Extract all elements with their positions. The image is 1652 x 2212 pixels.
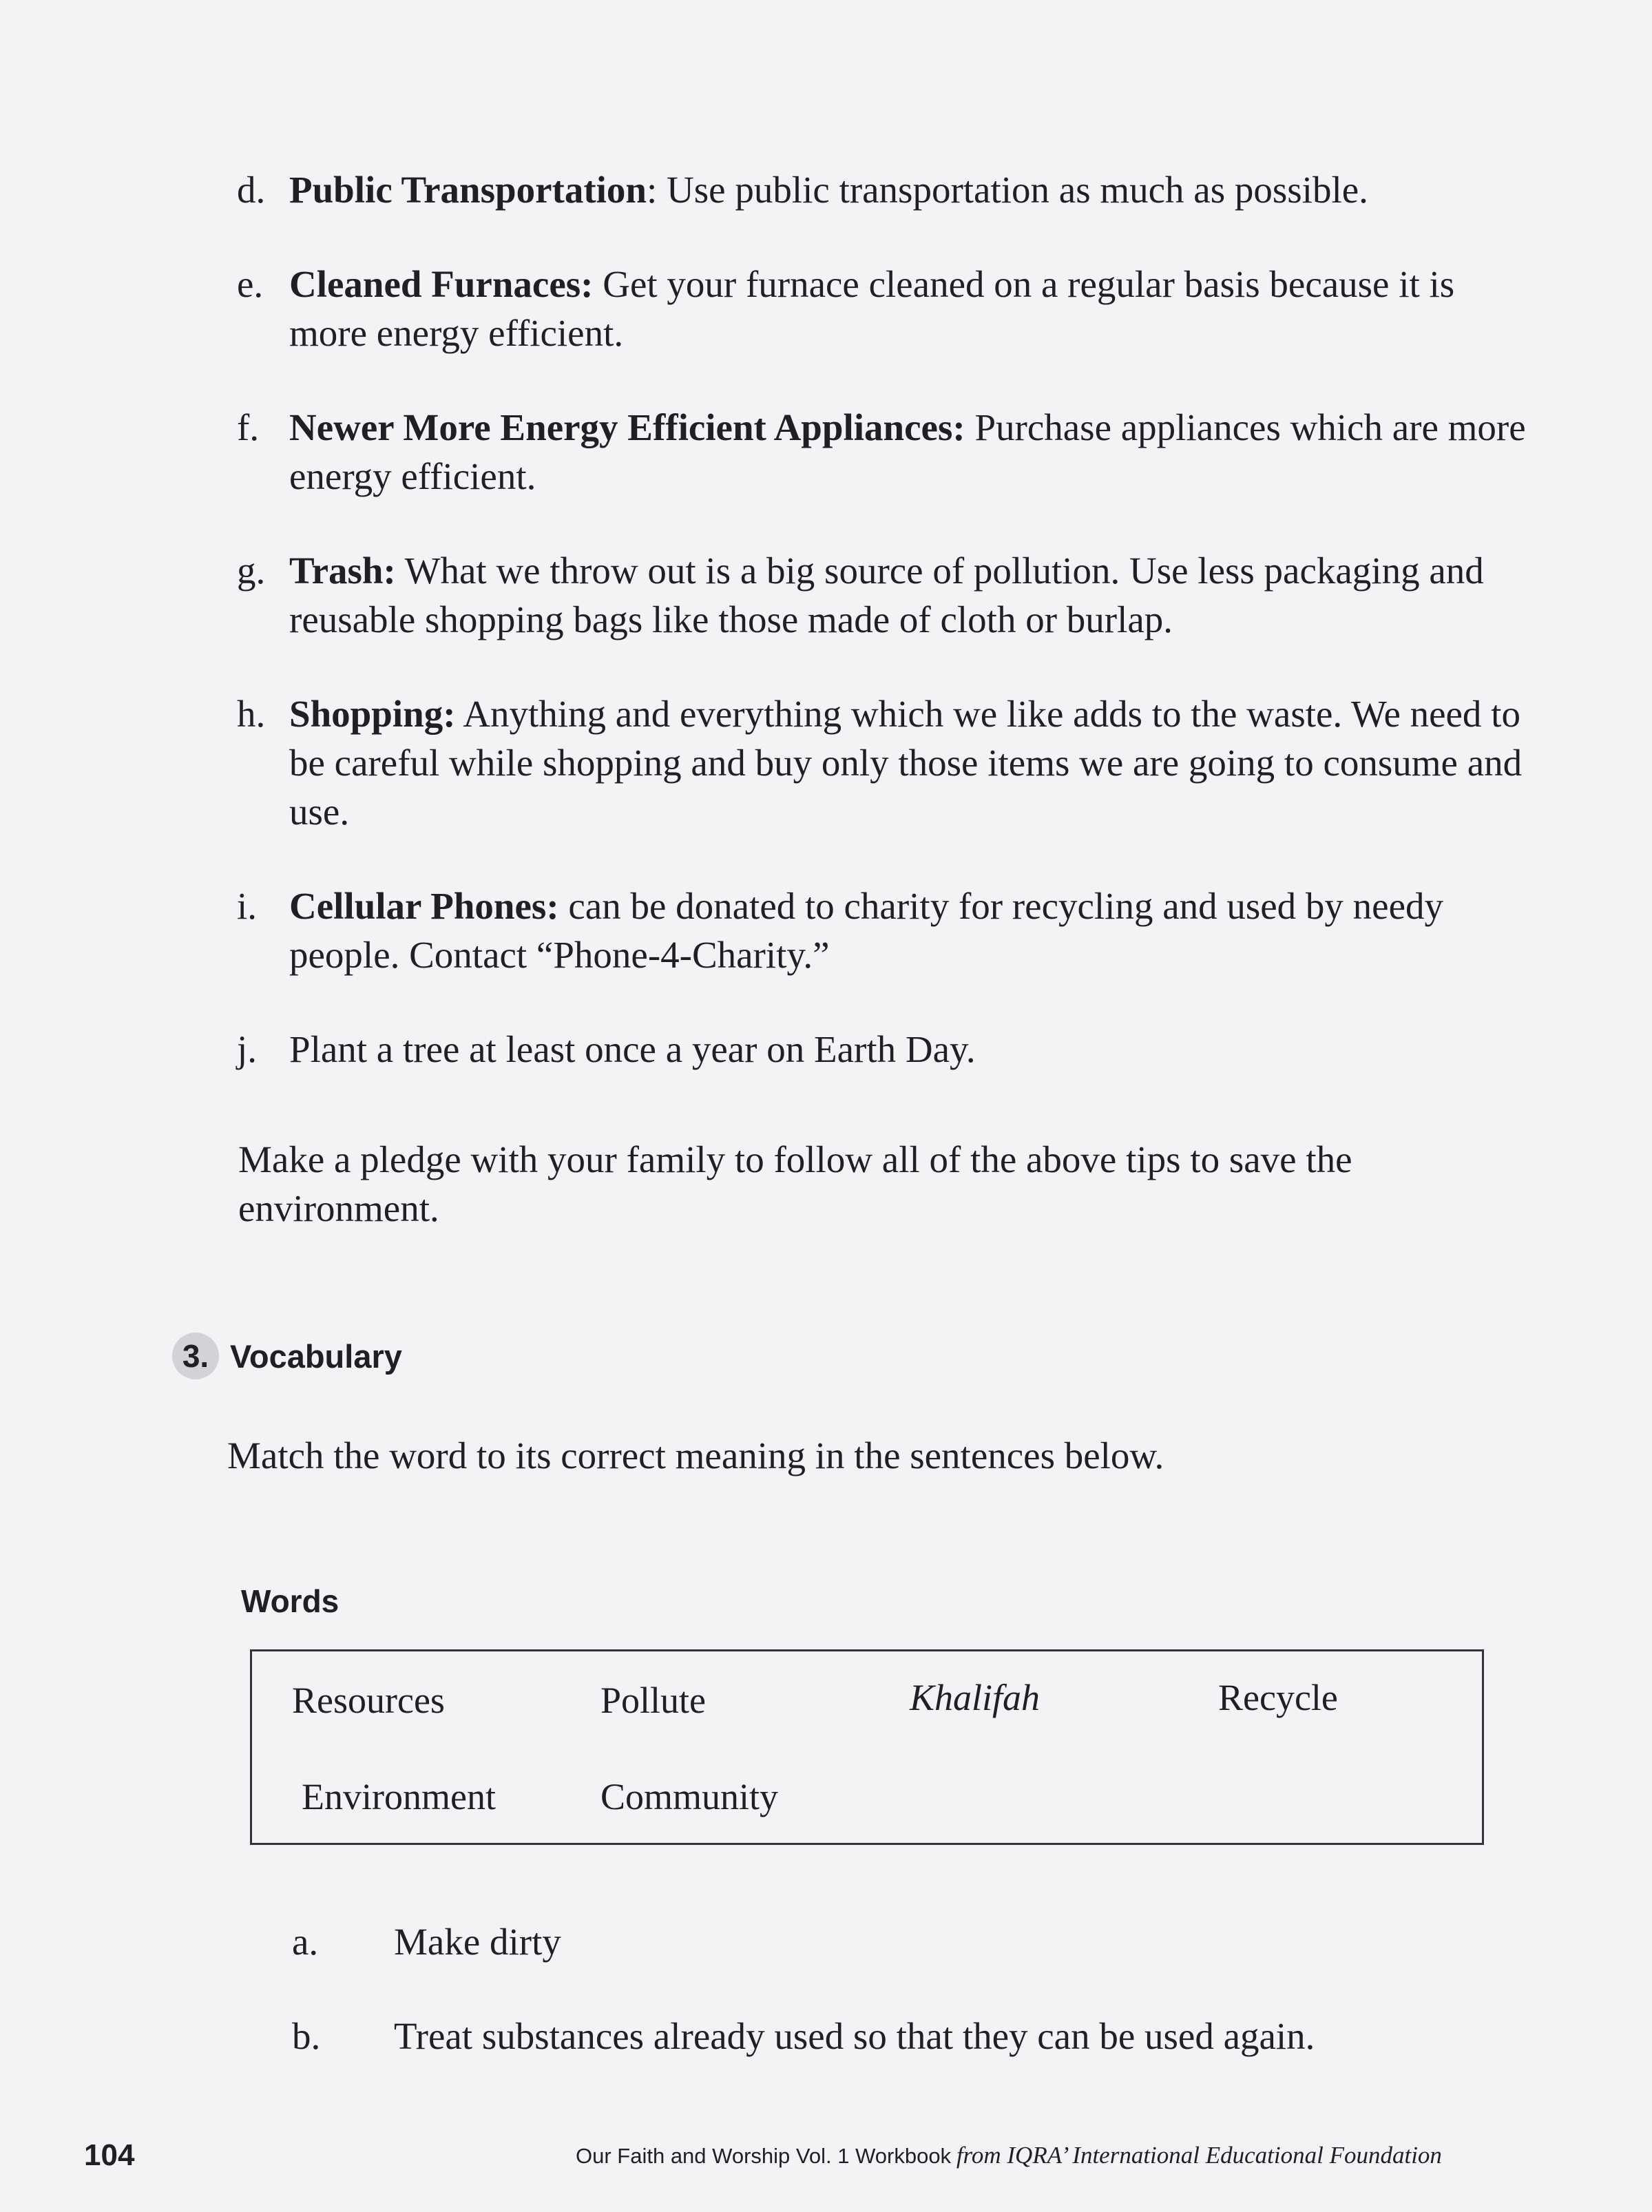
word-item: Khalifah	[910, 1677, 1041, 1718]
tip-item	[237, 881, 1531, 979]
section-title: Vocabulary	[230, 1337, 402, 1375]
tip-term: Public Transportation	[289, 169, 647, 211]
word-item: Pollute	[600, 1680, 707, 1721]
tip-body	[289, 165, 1531, 214]
tip-item	[237, 1025, 1531, 1074]
tip-text: Plant a tree at least once a year on Earth Day.	[289, 1028, 976, 1070]
tip-text: Get your furnace cleaned on a regular basis because it is more energy efficient.	[289, 263, 1455, 354]
tip-item	[237, 546, 1531, 644]
question-text: Treat substances already used so that they can be used again.	[394, 2015, 1315, 2057]
tip-text: Purchase appliances which are more energy efficient.	[289, 406, 1526, 497]
word-item: Resources	[292, 1680, 445, 1721]
word-item: Environment	[302, 1776, 496, 1817]
tip-item	[237, 403, 1531, 501]
instructions: Match the word to its correct meaning in the sentences below.	[227, 1434, 1164, 1477]
tip-body	[289, 546, 1531, 644]
tip-letter: j.	[237, 1028, 258, 1070]
footer	[576, 2142, 1442, 2169]
tip-text: What we throw out is a big source of pollution. Use less packaging and reusable shopping bags like those made of cloth or burlap.	[289, 550, 1484, 640]
tip-term: Shopping:	[289, 693, 456, 735]
tip-term: Trash:	[289, 550, 396, 592]
tip-text: : Use public transportation as much as possible.	[647, 169, 1368, 211]
section-number-badge: 3.	[172, 1333, 219, 1379]
pledge-paragraph: Make a pledge with your family to follow all of the above tips to save the environment.	[238, 1138, 1352, 1229]
tip-term: Cleaned Furnaces:	[289, 263, 594, 305]
question-text: Make dirty	[394, 1921, 561, 1963]
question-item	[292, 1920, 561, 1963]
publisher: from IQRA’ International Educational Foundation	[956, 2142, 1442, 2169]
tip-item	[237, 689, 1531, 836]
words-label: Words	[241, 1583, 339, 1619]
tip-body	[289, 403, 1531, 501]
tip-letter: e.	[237, 263, 264, 305]
tip-letter: h.	[237, 693, 266, 735]
tip-letter: i.	[237, 885, 258, 927]
tip-body	[289, 689, 1531, 836]
tip-letter: d.	[237, 169, 266, 211]
question-item	[292, 2014, 1315, 2058]
word-item: Community	[600, 1776, 779, 1817]
tip-item	[237, 165, 1531, 214]
tip-letter: g.	[237, 550, 266, 592]
tip-text: can be donated to charity for recycling and used by needy people. Contact “Phone-4-Charity.”	[289, 885, 1444, 976]
question-letter: b.	[292, 2015, 321, 2057]
page-number: 104	[84, 2138, 135, 2172]
tip-text: Anything and everything which we like adds to the waste. We need to be careful while shopping and buy only those items we are going to consume and use.	[289, 693, 1523, 833]
book-title: Our Faith and Worship Vol. 1 Workbook	[576, 2144, 952, 2168]
tip-body	[289, 881, 1531, 979]
tips-list	[237, 165, 1531, 1119]
word-bank	[250, 1649, 1484, 1845]
word-item: Recycle	[1218, 1677, 1338, 1718]
tip-term: Newer More Energy Efficient Appliances:	[289, 406, 965, 448]
question-letter: a.	[292, 1921, 319, 1963]
tip-term: Cellular Phones:	[289, 885, 559, 927]
tip-letter: f.	[237, 406, 260, 448]
tip-body	[289, 260, 1531, 357]
section-heading	[172, 1333, 402, 1379]
tip-body	[289, 1025, 1531, 1074]
tip-item	[237, 260, 1531, 357]
